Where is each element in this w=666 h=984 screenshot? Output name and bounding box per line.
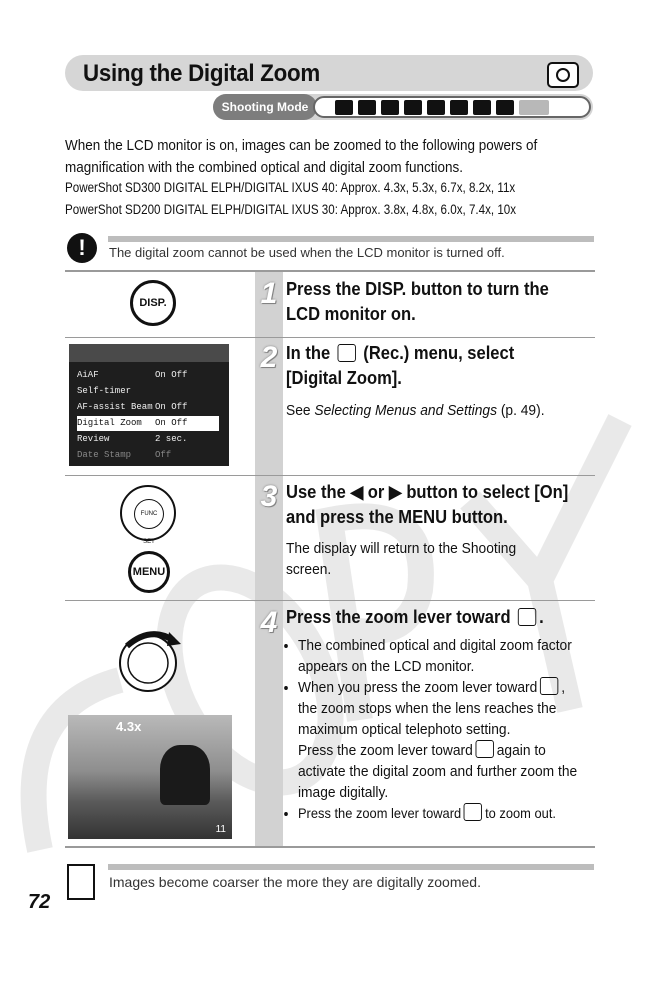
lcd-menu-row <box>77 400 219 415</box>
lcd-menu-screenshot <box>69 344 229 466</box>
caution-text: The digital zoom cannot be used when the LCD monitor is turned off. <box>109 245 505 260</box>
lcd-row-label: AiAF <box>77 370 99 380</box>
memo-bar <box>108 864 594 870</box>
lcd-row-value: Off <box>155 450 172 460</box>
portrait-icon <box>404 100 422 115</box>
memo-icon <box>67 864 95 900</box>
disp-button <box>130 280 176 326</box>
step-number: 3 <box>260 480 278 513</box>
left-arrow-icon: ◀ <box>350 482 364 502</box>
step-4-bullet-1: • The combined optical and digital zoom factor appears on the LCD monitor. <box>298 635 580 677</box>
intro-paragraph <box>65 135 567 179</box>
page-title: Using the Digital Zoom <box>83 60 320 87</box>
step-2-body-b: (p. 49). <box>496 402 545 419</box>
step-4-body <box>286 635 580 824</box>
caution-icon: ! <box>67 233 97 263</box>
row-divider <box>65 600 595 601</box>
lcd-menu-row <box>77 432 219 447</box>
step-2-body <box>286 400 580 421</box>
step-4-heading-text: Press the zoom lever toward <box>286 607 511 627</box>
func-set-dial <box>120 485 176 545</box>
wide-angle-icon <box>464 803 482 821</box>
step-3-heading-a: Use the <box>286 482 346 502</box>
step-4-bullet-3 <box>298 803 580 824</box>
movie-icon <box>496 100 514 115</box>
special-scene-icon <box>427 100 445 115</box>
lcd-row-label: Digital Zoom <box>77 418 142 428</box>
step-2-body-ref: Selecting Menus and Settings <box>314 402 497 419</box>
lcd-menu-row <box>77 368 219 383</box>
row-divider <box>65 475 595 476</box>
shots-remaining: 11 <box>215 824 226 835</box>
bullet-2-b: , the zoom stops when the lens reaches the maximum optical telephoto setting. <box>297 679 566 738</box>
zoom-lever-diagram <box>115 618 195 698</box>
step-4-bullet-2 <box>298 677 580 803</box>
lcd-menu-row-selected <box>77 416 219 431</box>
step-2-heading-b: (Rec.) menu, select [Digital Zoom]. <box>286 343 515 388</box>
lcd-menu-row <box>77 448 219 463</box>
bullet-3-a: Press the zoom lever toward <box>297 805 462 821</box>
spec-sd300: PowerShot SD300 DIGITAL ELPH/DIGITAL IXUS 40: Approx. 4.3x, 5.3x, 6.7x, 8.2x, 11x <box>65 180 516 195</box>
lcd-row-value: On Off <box>155 418 188 428</box>
bullet-2-c: Press the zoom lever toward <box>297 742 473 759</box>
lcd-row-label: Date Stamp <box>77 450 132 460</box>
step-2-heading <box>286 341 571 391</box>
bullet-3-b: to zoom out. <box>485 805 556 821</box>
step-3-heading-b: or <box>367 482 385 502</box>
page-number: 72 <box>28 891 51 913</box>
stitch-assist-icon <box>519 100 549 115</box>
menu-button <box>128 551 170 593</box>
lcd-menu-tabs <box>69 344 229 362</box>
telephoto-icon <box>518 608 536 626</box>
bullet-2-d: again to activate the digital zoom and further zoom the image digitally. <box>297 742 578 801</box>
lcd-row-label: AF-assist Beam <box>77 402 153 412</box>
rec-menu-icon <box>338 344 356 362</box>
color-accent-icon <box>473 100 491 115</box>
step-2-heading-a: In the <box>286 343 331 363</box>
caution-bar <box>108 236 594 242</box>
zoom-readout: 4.3x <box>116 719 142 734</box>
lcd-row-label: Review <box>77 434 110 444</box>
menu-button-label: MENU <box>132 566 166 578</box>
shooting-mode-bar <box>213 94 593 120</box>
step-1-heading: Press the DISP. button to turn the LCD monitor on. <box>286 279 549 324</box>
func-set-label: FUNC SET <box>134 499 164 529</box>
lcd-row-value: On Off <box>155 402 188 412</box>
digital-macro-icon <box>381 100 399 115</box>
auto-mode-icon <box>335 100 353 115</box>
lcd-menu-row <box>77 384 219 399</box>
spec-sd200: PowerShot SD200 DIGITAL ELPH/DIGITAL IXUS 30: Approx. 3.8x, 4.8x, 6.0x, 7.4x, 10x <box>65 202 517 217</box>
telephoto-icon <box>476 740 494 758</box>
divider <box>65 846 595 848</box>
lcd-zoom-photo <box>68 715 232 839</box>
camera-icon <box>547 62 579 88</box>
section-title-bar <box>65 55 593 91</box>
step-number: 4 <box>260 606 278 639</box>
shooting-mode-icons <box>313 96 591 118</box>
intro-text: When the LCD monitor is on, images can be zoomed to the following powers of magnification with the combined optical and digital zoom functions. <box>65 138 538 176</box>
bullet-2-a: When you press the zoom lever toward <box>297 679 538 696</box>
step-3-heading-c: button to select [On] and press the MENU button. <box>286 482 569 527</box>
step-number: 1 <box>260 277 278 310</box>
lcd-row-value: On Off <box>155 370 188 380</box>
step-3-body: The display will return to the Shooting screen. <box>286 540 517 578</box>
step-number: 2 <box>260 341 278 374</box>
shooting-mode-label: Shooting Mode <box>213 94 317 120</box>
row-divider <box>65 337 595 338</box>
memo-text: Images become coarser the more they are digitally zoomed. <box>109 874 481 890</box>
right-arrow-icon: ▶ <box>388 482 402 502</box>
my-colors-icon <box>450 100 468 115</box>
step-4-heading: Press the zoom lever toward . <box>286 607 544 627</box>
telephoto-icon <box>540 677 558 695</box>
disp-button-label: DISP. <box>139 297 167 309</box>
manual-mode-icon <box>358 100 376 115</box>
lcd-row-label: Self-timer <box>77 386 132 396</box>
step-3-heading <box>286 480 571 530</box>
lcd-row-value: 2 sec. <box>155 434 188 444</box>
divider <box>65 270 595 272</box>
palm-tree <box>160 745 210 805</box>
step-2-body-a: See <box>286 402 315 419</box>
